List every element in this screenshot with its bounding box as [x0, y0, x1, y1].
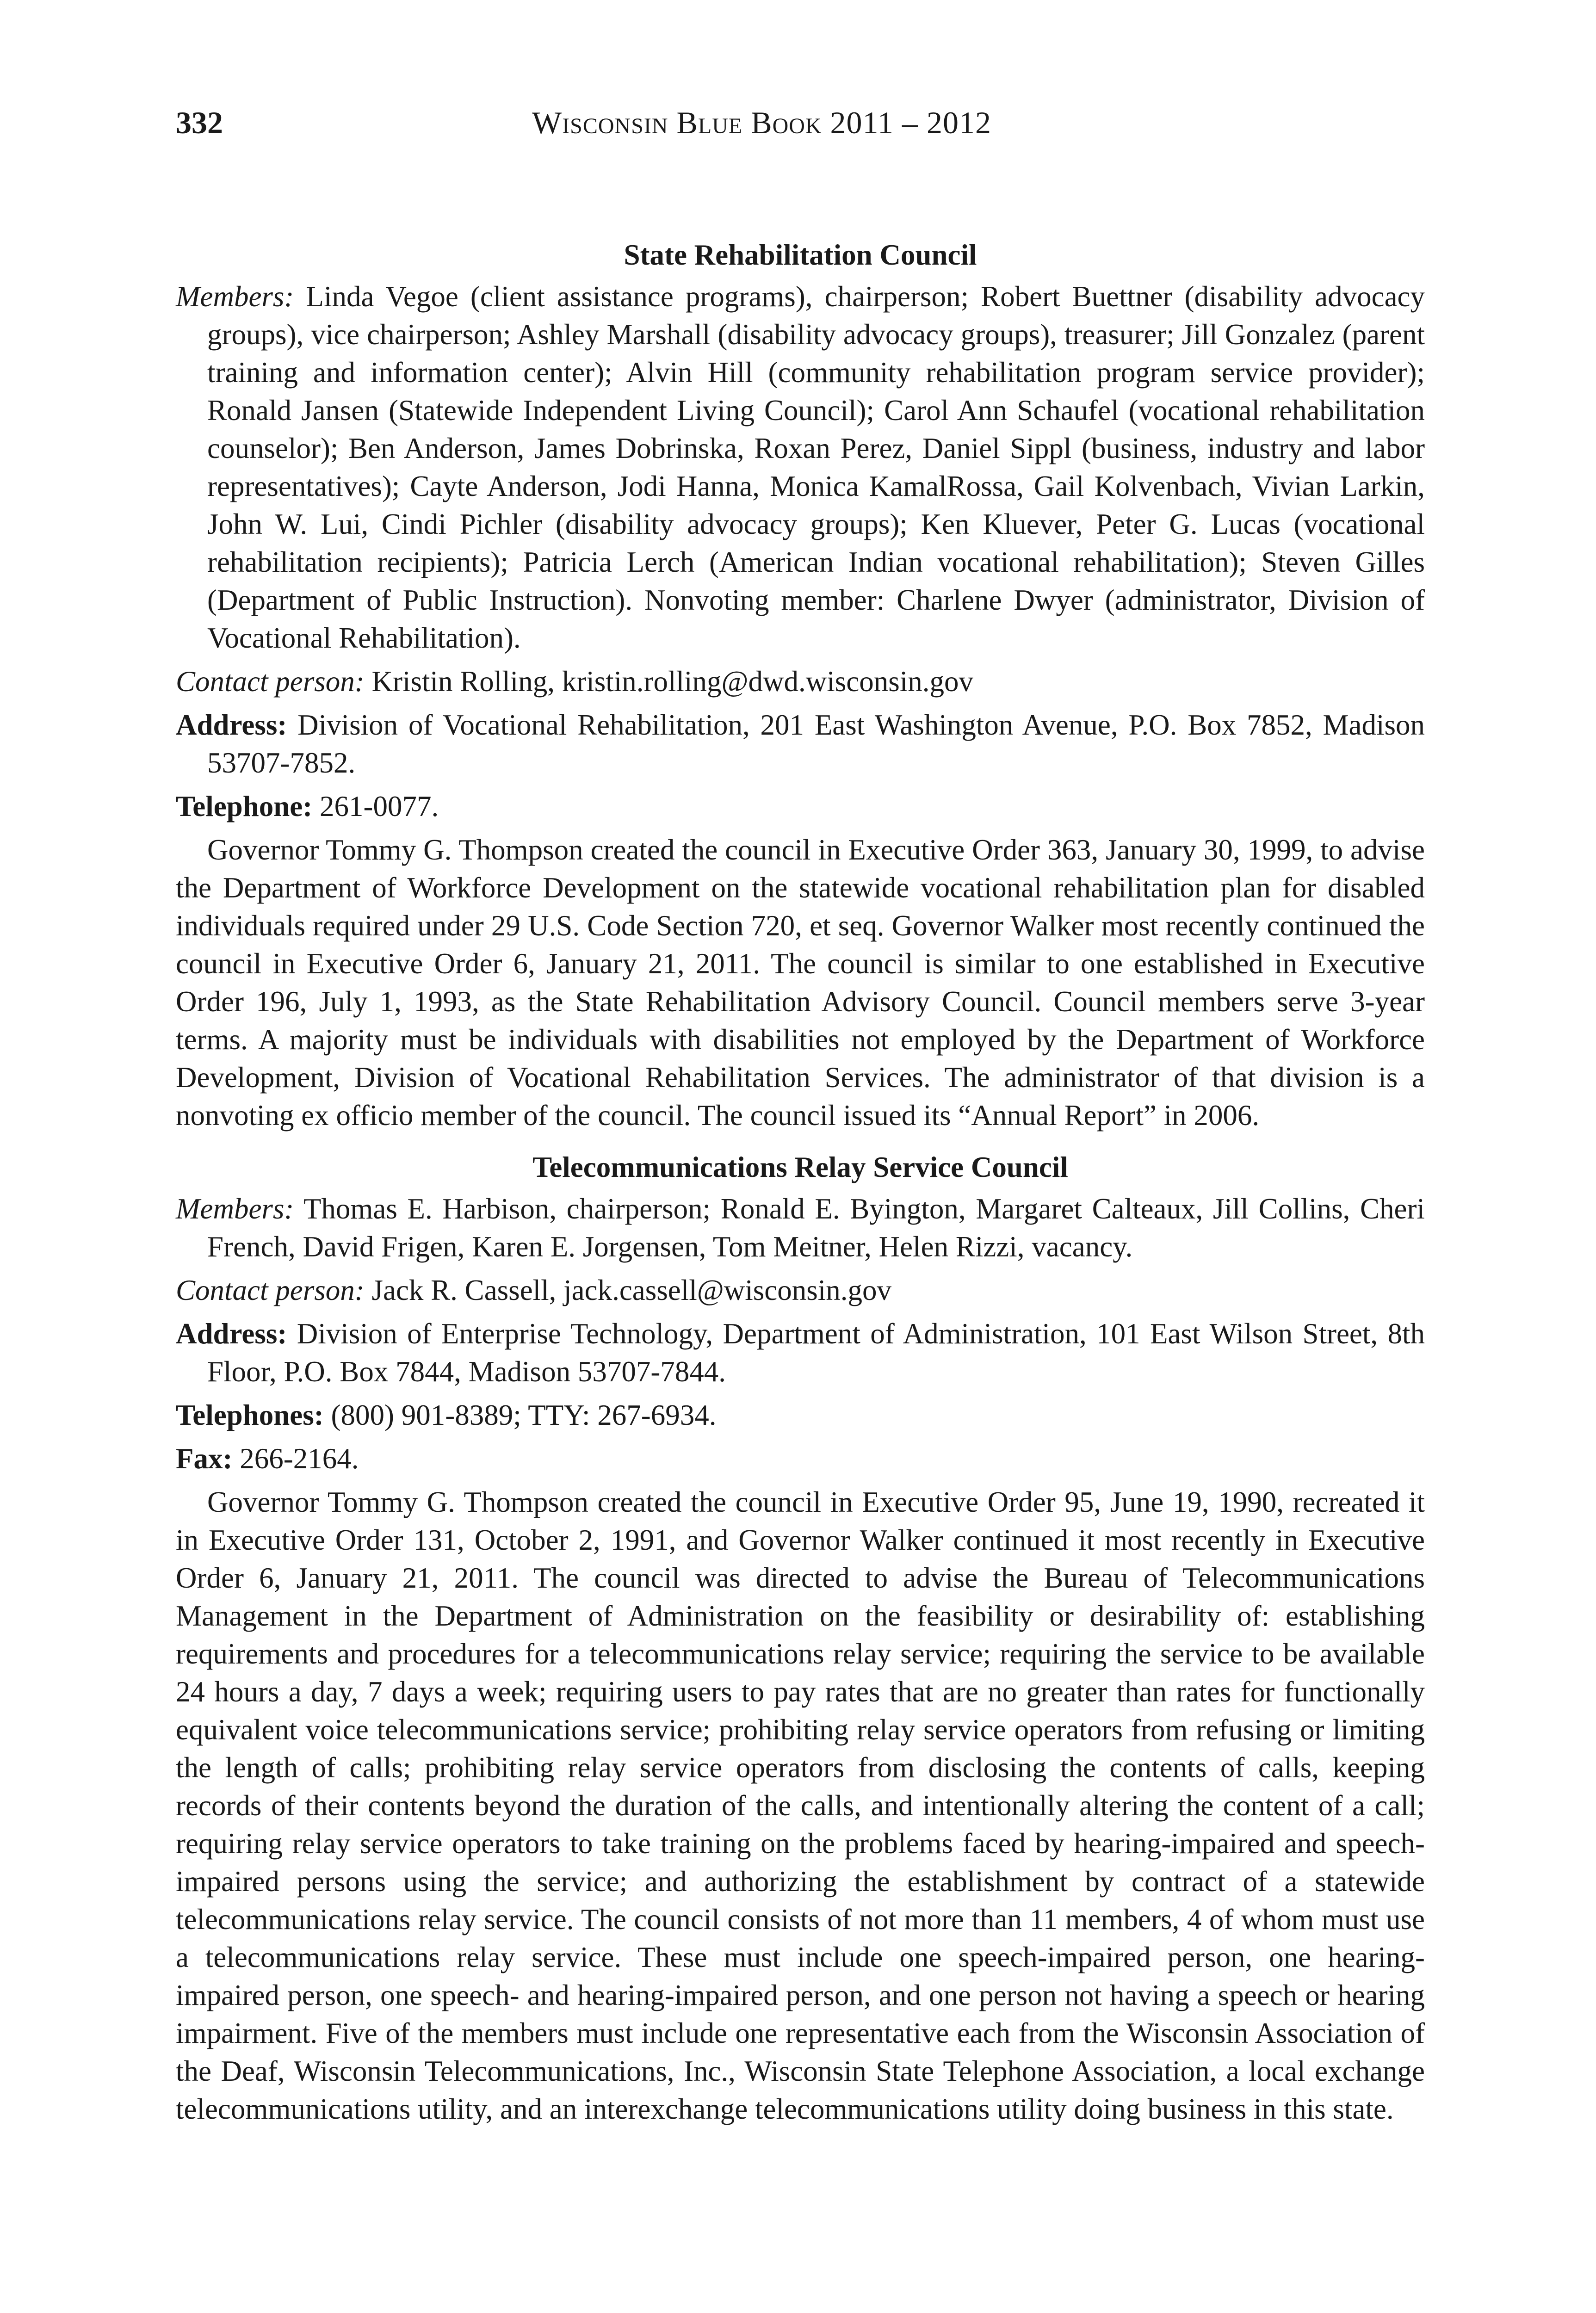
book-title: Wisconsin Blue Book 2011 – 2012 — [532, 105, 992, 140]
members-label: Members: — [176, 280, 294, 313]
telephone-text: 261-0077. — [319, 790, 439, 823]
members-entry — [176, 1190, 1425, 1266]
address-entry — [176, 706, 1425, 782]
telephone-label: Telephone: — [176, 790, 313, 823]
members-text: Linda Vegoe (client assistance programs), chairperson; Robert Buettner (disability advocacy groups), vice chairperson; Ashley Marshall (disability advocacy groups), treasurer; Jill Gonzalez (parent training and information center); Alvin Hill (community rehabilitation program service provider); Ronald Jansen (Statewide Independent Living Council); Carol Ann Schaufel (vocational rehabilitation counselor); Ben Anderson, James Dobrinska, Roxan Perez, Daniel Sippl (business, industry and labor representatives); Cayte Anderson, Jodi Hanna, Monica KamalRossa, Gail Kolvenbach, Vivian Larkin, John W. Lui, Cindi Pichler (disability advocacy groups); Ken Kluever, Peter G. Lucas (vocational rehabilitation recipients); Patricia Lerch (American Indian vocational rehabilitation); Steven Gilles (Department of Public Instruction). Nonvoting member: Charlene Dwyer (administrator, Division of Vocational Rehabilitation). — [207, 280, 1425, 654]
section-title: State Rehabilitation Council — [624, 239, 977, 271]
section-title: Telecommunications Relay Service Council — [532, 1151, 1068, 1183]
members-entry — [176, 278, 1425, 657]
contact-label: Contact person: — [176, 1274, 365, 1306]
address-entry — [176, 1315, 1425, 1391]
page-header — [176, 93, 1425, 153]
fax-text: 266-2164. — [240, 1442, 359, 1475]
contact-entry — [176, 1271, 1425, 1309]
telecommunications-relay-service-council-section — [176, 1148, 1425, 2128]
council-description: Governor Tommy G. Thompson created the council in Executive Order 95, June 19, 1990, recreated it in Executive Order 131, October 2, 1991, and Governor Walker continued it most recently in Executive Order 6, January 21, 2011. The council was directed to advise the Bureau of Telecommunications Management in the Department of Administration on the feasibility or desirability of: establishing requirements and procedures for a telecommunications relay service; requiring the service to be available 24 hours a day, 7 days a week; requiring users to pay rates that are no greater than rates for functionally equivalent voice telecommunications service; prohibiting relay service operators from refusing or limiting the length of calls; prohibiting relay service operators from disclosing the contents of calls, keeping records of their contents beyond the duration of the calls, and intentionally altering the content of a call; requiring relay service operators to take training on the problems faced by hearing-impaired and speech-impaired persons using the service; and authorizing the establishment by contract of a statewide telecommunications relay service. The council consists of not more than 11 members, 4 of whom must use a telecommunications relay service. These must include one speech-impaired person, one hearing-impaired person, one speech- and hearing-impaired person, and one person not having a speech or hearing impairment. Five of the members must include one representative each from the Wisconsin Association of the Deaf, Wisconsin Telecommunications, Inc., Wisconsin State Telephone Association, a local exchange telecommunications utility, and an interexchange telecommunications utility doing business in this state. — [176, 1486, 1425, 2125]
state-rehabilitation-council-section — [176, 236, 1425, 1134]
address-label: Address: — [176, 1317, 287, 1350]
members-label: Members: — [176, 1193, 294, 1225]
contact-entry — [176, 662, 1425, 700]
telephones-entry — [176, 1396, 1425, 1434]
contact-label: Contact person: — [176, 665, 365, 698]
address-text: Division of Vocational Rehabilitation, 201 East Washington Avenue, P.O. Box 7852, Madison 53707-7852. — [207, 709, 1425, 779]
telephones-text: (800) 901-8389; TTY: 267-6934. — [331, 1399, 717, 1431]
fax-label: Fax: — [176, 1442, 233, 1475]
page-content — [176, 222, 1425, 2134]
contact-text: Kristin Rolling, kristin.rolling@dwd.wisconsin.gov — [371, 665, 974, 698]
fax-entry — [176, 1440, 1425, 1478]
address-text: Division of Enterprise Technology, Department of Administration, 101 East Wilson Street, 8th Floor, P.O. Box 7844, Madison 53707-7844. — [207, 1317, 1425, 1388]
contact-text: Jack R. Cassell, jack.cassell@wisconsin.gov — [371, 1274, 892, 1306]
members-text: Thomas E. Harbison, chairperson; Ronald E. Byington, Margaret Calteaux, Jill Collins, Cheri French, David Frigen, Karen E. Jorgensen, Tom Meitner, Helen Rizzi, vacancy. — [207, 1193, 1425, 1263]
address-label: Address: — [176, 709, 287, 741]
page-number: 332 — [176, 105, 223, 140]
council-description: Governor Tommy G. Thompson created the council in Executive Order 363, January 30, 1999, to advise the Department of Workforce Development on the statewide vocational rehabilitation plan for disabled individuals required under 29 U.S. Code Section 720, et seq. Governor Walker most recently continued the council in Executive Order 6, January 21, 2011. The council is similar to one established in Executive Order 196, July 1, 1993, as the State Rehabilitation Advisory Council. Council members serve 3-year terms. A majority must be individuals with disabilities not employed by the Department of Workforce Development, Division of Vocational Rehabilitation Services. The administrator of that division is a nonvoting ex officio member of the council. The council issued its “Annual Report” in 2006. — [176, 834, 1425, 1132]
telephones-label: Telephones: — [176, 1399, 324, 1431]
telephone-entry — [176, 787, 1425, 825]
